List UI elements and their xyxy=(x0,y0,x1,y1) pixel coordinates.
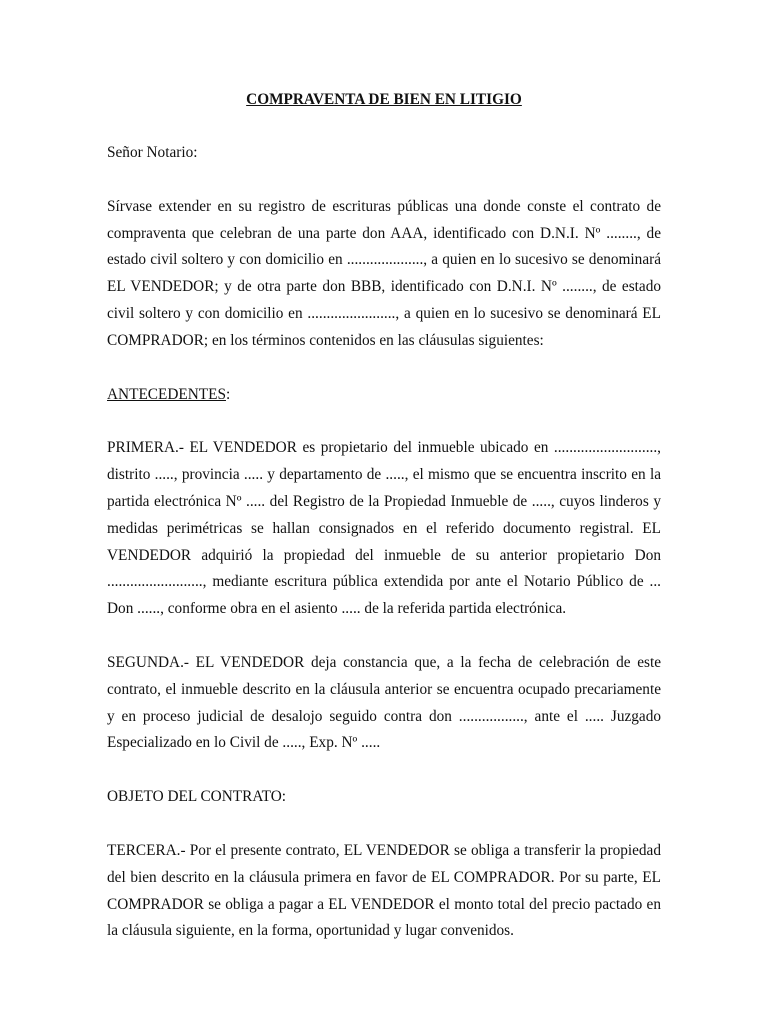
antecedentes-heading-text: ANTECEDENTES xyxy=(107,385,226,403)
document-title: COMPRAVENTA DE BIEN EN LITIGIO xyxy=(246,91,522,108)
salutation: Señor Notario: xyxy=(107,144,198,161)
clause-primera: PRIMERA.- EL VENDEDOR es propietario del inmueble ubicado en ..........................., distrito ....., provincia ..... y departamento de ....., el mismo que se encuentra inscrito en la partida electrónica Nº ..... del Registro de la Propiedad Inmueble de ....., cuyos linderos y medidas perimétricas se hallan consignados en el referido documento registral. EL VENDEDOR adquirió la propiedad del inmueble de su anterior propietario Don ........................., mediante escritura pública extendida por ante el Notario Público de ... Don ......, conforme obra en el asiento ..... de la referida partida electrónica. xyxy=(107,439,661,618)
clause-segunda: SEGUNDA.- EL VENDEDOR deja constancia que, a la fecha de celebración de este contrato, el inmueble descrito en la cláusula anterior se encuentra ocupado precariamente y en proceso judicial de desalojo seguido contra don ................., ante el ..... Juzgado Especializado en lo Civil de ....., Exp. Nº ..... xyxy=(107,653,661,752)
intro-paragraph: Sírvase extender en su registro de escrituras públicas una donde conste el contrato de compraventa que celebran de una parte don AAA, identificado con D.N.I. Nº ........, de estado civil soltero y con domicilio en ...................., a quien en lo sucesivo se denominará EL VENDEDOR; y de otra parte don BBB, identificado con D.N.I. Nº ........, de estado civil soltero y con domicilio en ......................., a quien en lo sucesivo se denominará EL COMPRADOR; en los términos contenidos en las cláusulas siguientes: xyxy=(107,197,661,349)
objeto-heading: OBJETO DEL CONTRATO: xyxy=(107,788,287,806)
antecedentes-heading xyxy=(107,382,661,409)
document-body xyxy=(107,87,661,945)
clause-tercera: TERCERA.- Por el presente contrato, EL VENDEDOR se obliga a transferir la propiedad del bien descrito en la cláusula primera en favor de EL COMPRADOR. Por su parte, EL COMPRADOR se obliga a pagar a EL VENDEDOR el monto total del precio pactado en la cláusula siguiente, en la forma, oportunidad y lugar convenidos. xyxy=(107,841,661,940)
antecedentes-heading-colon: : xyxy=(225,385,231,403)
